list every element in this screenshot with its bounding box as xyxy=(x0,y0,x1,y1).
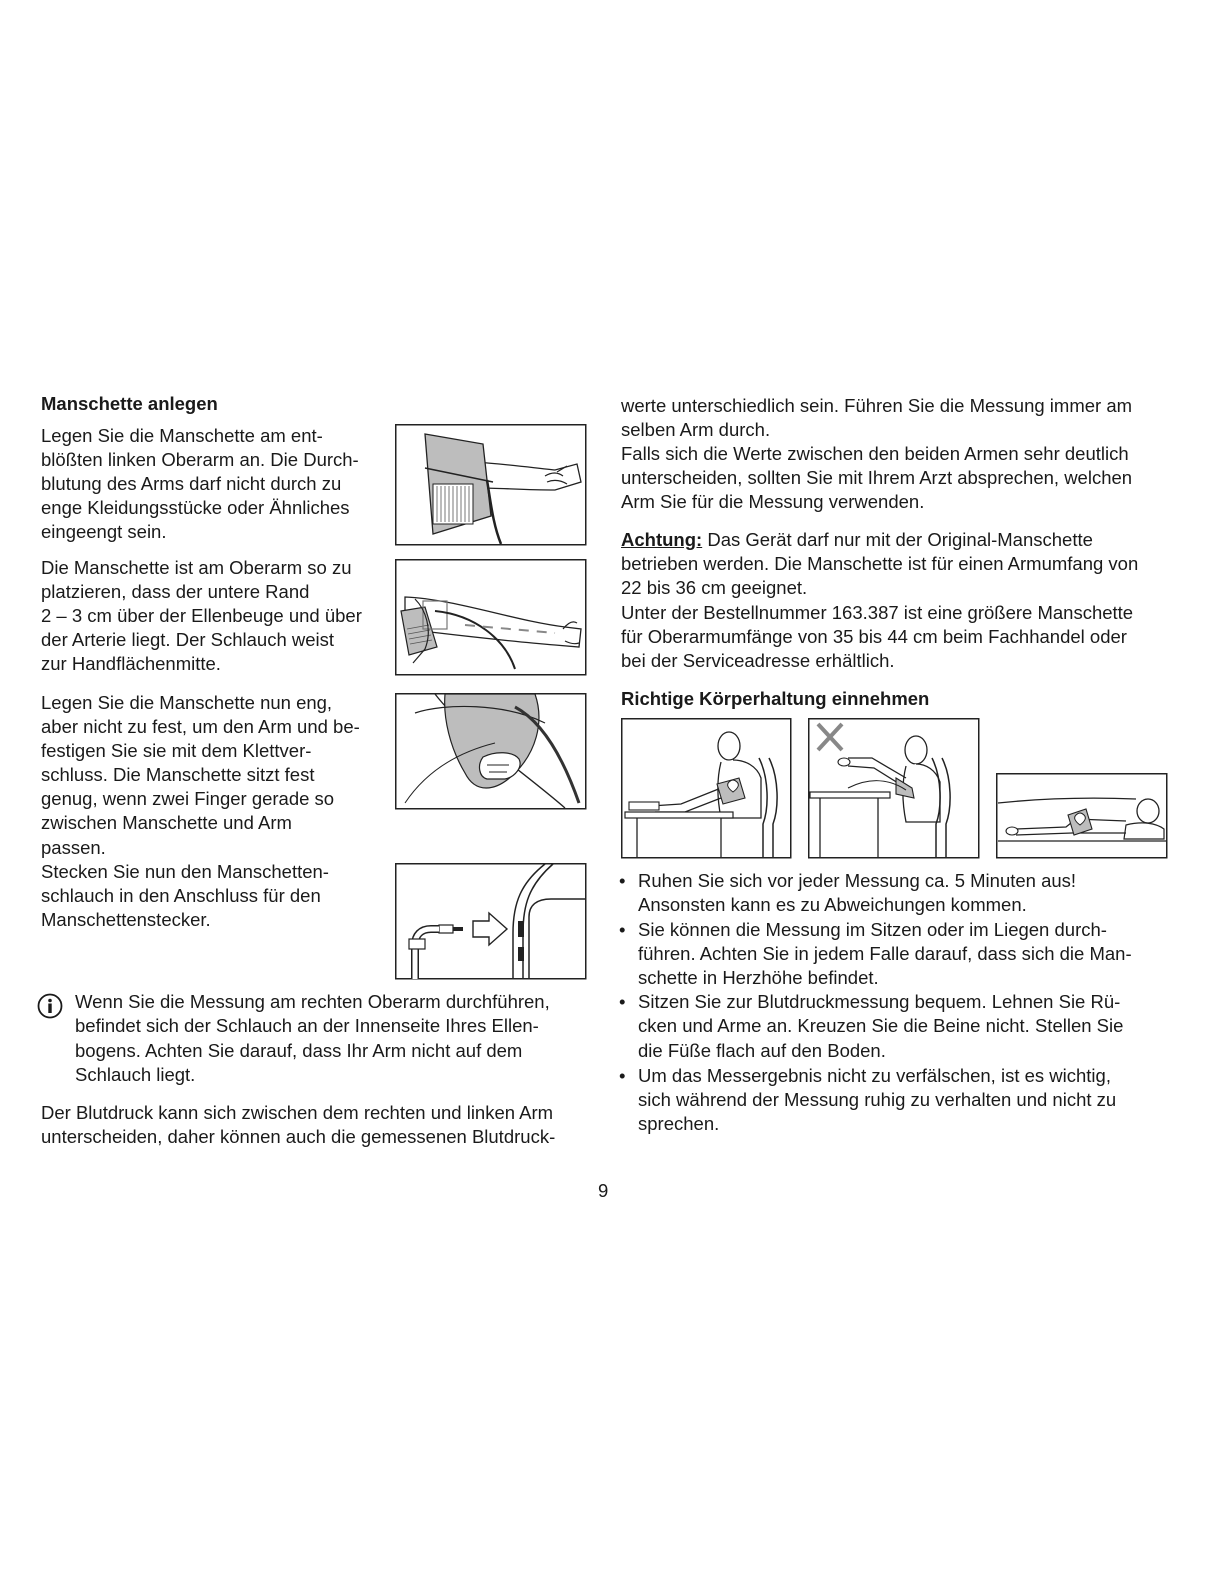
text-line: eingeengt sein. xyxy=(41,521,167,542)
text-line: führen. Achten Sie in jedem Falle darauf, dass sich die Man- xyxy=(638,943,1132,964)
text-line: Arm Sie für die Messung verwenden. xyxy=(621,491,925,512)
text-line: Der Blutdruck kann sich zwischen dem rechten und linken Arm xyxy=(41,1102,554,1123)
section-heading-posture: Richtige Körperhaltung einnehmen xyxy=(621,688,930,709)
text-line: werte unterschiedlich sein. Führen Sie die Messung immer am xyxy=(621,395,1133,416)
text-line xyxy=(621,528,1093,552)
illustration-cuff-position xyxy=(395,559,587,676)
text-line: unterscheiden, sollten Sie mit Ihrem Arzt absprechen, welchen xyxy=(621,467,1133,488)
text-line: Unter der Bestellnummer 163.387 ist eine größere Manschette xyxy=(621,602,1134,623)
bullet-marker: • xyxy=(619,870,626,891)
text-line: die Füße flach auf den Boden. xyxy=(638,1040,886,1061)
bullet-marker: • xyxy=(619,1065,626,1086)
text-line: bogens. Achten Sie darauf, dass Ihr Arm nicht auf dem xyxy=(75,1040,523,1061)
bullet-marker: • xyxy=(619,919,626,940)
text-line: Stecken Sie nun den Manschetten- xyxy=(41,861,329,882)
text-line: Die Manschette ist am Oberarm so zu xyxy=(41,557,352,578)
text-line: enge Kleidungsstücke oder Ähnliches xyxy=(41,497,350,518)
bullet-text: Sitzen Sie zur Blutdruckmessung bequem. Lehnen Sie Rü- xyxy=(638,991,1121,1012)
text-line: zur Handflächenmitte. xyxy=(41,653,221,674)
text-line: betrieben werden. Die Manschette ist für einen Armumfang von xyxy=(621,553,1139,574)
illustration-correct-sitting xyxy=(621,718,792,859)
text-line: Schlauch liegt. xyxy=(75,1064,196,1085)
text-line: sprechen. xyxy=(638,1113,720,1134)
bullet-text: Ruhen Sie sich vor jeder Messung ca. 5 Minuten aus! xyxy=(638,870,1077,891)
text-line: Ansonsten kann es zu Abweichungen kommen. xyxy=(638,894,1027,915)
illustration-lying-down xyxy=(996,773,1168,859)
text-line xyxy=(619,990,1121,1014)
text-line: schluss. Die Manschette sitzt fest xyxy=(41,764,315,785)
illustration-cuff-on-arm xyxy=(395,424,587,546)
text-line: aber nicht zu fest, um den Arm und be- xyxy=(41,716,360,737)
text-line: schette in Herzhöhe befindet. xyxy=(638,967,879,988)
text-line: cken und Arme an. Kreuzen Sie die Beine nicht. Stellen Sie xyxy=(638,1015,1124,1036)
text-line xyxy=(619,1064,1111,1088)
text-line: genug, wenn zwei Finger gerade so xyxy=(41,788,335,809)
warning-text: Das Gerät darf nur mit der Original-Manschette xyxy=(702,529,1093,550)
text-line: sich während der Messung ruhig zu verhalten und nicht zu xyxy=(638,1089,1117,1110)
text-line: platzieren, dass der untere Rand xyxy=(41,581,310,602)
text-line: passen. xyxy=(41,837,106,858)
bullet-text: Sie können die Messung im Sitzen oder im Liegen durch- xyxy=(638,919,1107,940)
text-line: Legen Sie die Manschette nun eng, xyxy=(41,692,333,713)
page-number: 9 xyxy=(598,1180,609,1201)
info-icon xyxy=(37,993,63,1019)
text-line: unterscheiden, daher können auch die gemessenen Blutdruck- xyxy=(41,1126,556,1147)
illustration-connector-plug xyxy=(395,863,587,980)
text-line: 22 bis 36 cm geeignet. xyxy=(621,577,808,598)
text-line: schlauch in den Anschluss für den xyxy=(41,885,321,906)
text-line: für Oberarmumfänge von 35 bis 44 cm beim Fachhandel oder xyxy=(621,626,1127,647)
text-line: Manschettenstecker. xyxy=(41,909,211,930)
text-line: blutung des Arms darf nicht durch zu xyxy=(41,473,342,494)
bullet-text: Um das Messergebnis nicht zu verfälschen, ist es wichtig, xyxy=(638,1065,1111,1086)
text-line: festigen Sie sie mit dem Klettver- xyxy=(41,740,312,761)
text-line: befindet sich der Schlauch an der Innenseite Ihres Ellen- xyxy=(75,1015,539,1036)
illustration-two-fingers xyxy=(395,693,587,810)
text-line: zwischen Manschette und Arm xyxy=(41,812,292,833)
text-line: 2 – 3 cm über der Ellenbeuge und über xyxy=(41,605,362,626)
text-line xyxy=(619,918,1107,942)
text-line: bei der Serviceadresse erhältlich. xyxy=(621,650,895,671)
section-heading-cuff: Manschette anlegen xyxy=(41,393,218,414)
text-line: blößten linken Oberarm an. Die Durch- xyxy=(41,449,359,470)
warning-label: Achtung: xyxy=(621,529,703,550)
text-line: Legen Sie die Manschette am ent- xyxy=(41,425,323,446)
text-line: selben Arm durch. xyxy=(621,419,771,440)
text-line: Wenn Sie die Messung am rechten Oberarm durchführen, xyxy=(75,991,550,1012)
text-line xyxy=(619,869,1077,893)
text-line: der Arterie liegt. Der Schlauch weist xyxy=(41,629,335,650)
bullet-marker: • xyxy=(619,991,626,1012)
illustration-wrong-sitting xyxy=(808,718,980,859)
text-line: Falls sich die Werte zwischen den beiden Armen sehr deutlich xyxy=(621,443,1129,464)
